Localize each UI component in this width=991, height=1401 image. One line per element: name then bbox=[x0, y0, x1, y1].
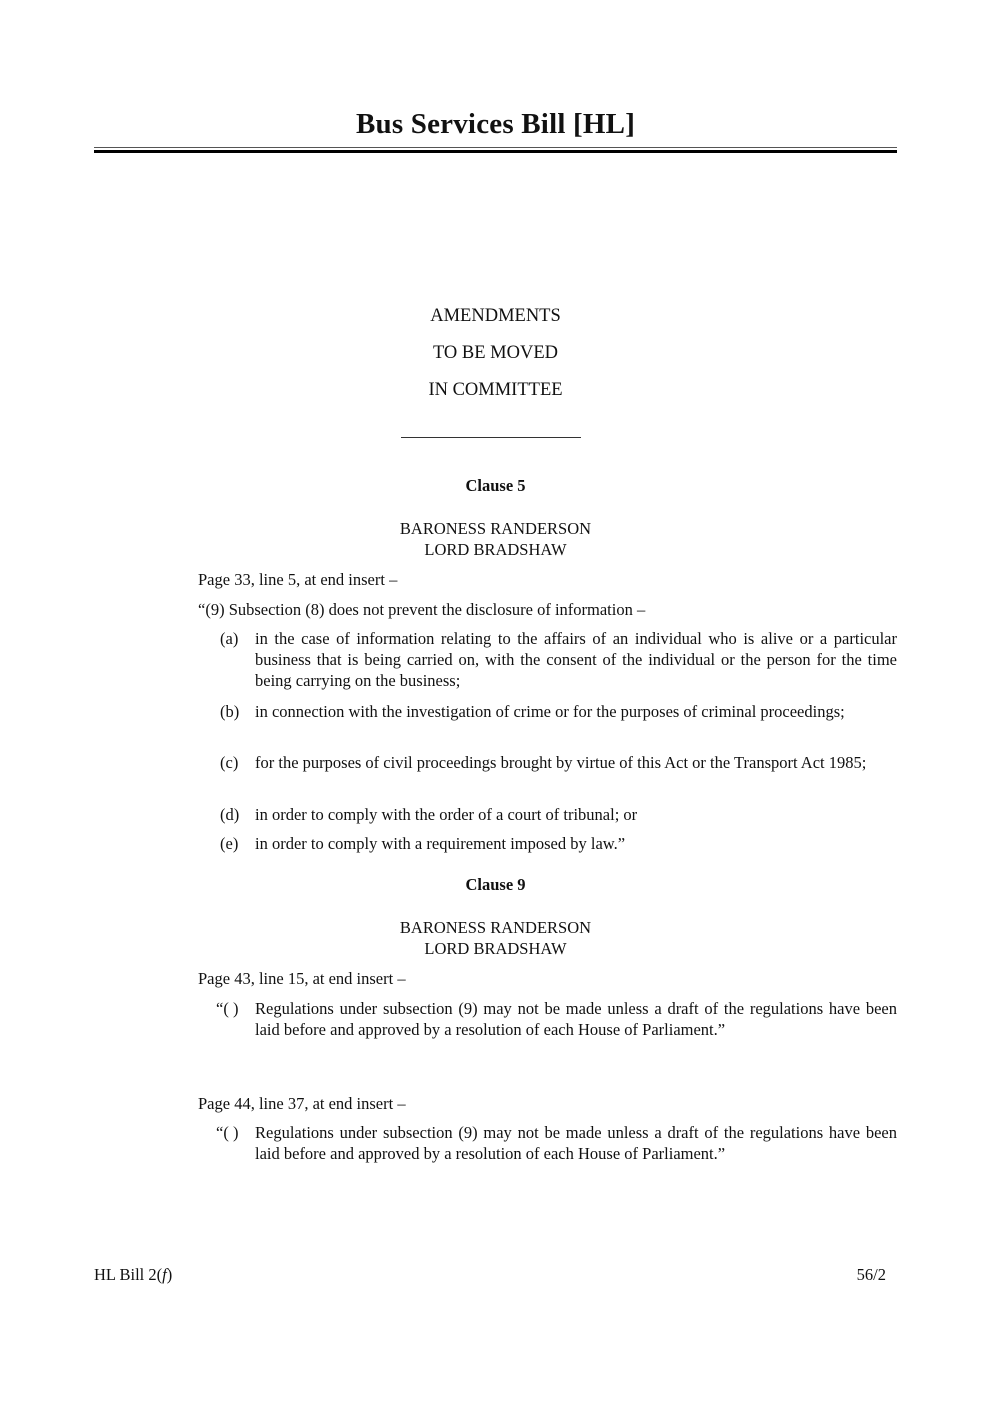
item-text: in order to comply with a requirement imposed by law.” bbox=[255, 834, 626, 853]
amendment-item bbox=[210, 628, 897, 691]
page-code: 56/2 bbox=[856, 1265, 886, 1284]
item-text: in connection with the investigation of crime or for the purposes of criminal proceedings; bbox=[255, 702, 845, 721]
amendment-item bbox=[210, 998, 897, 1040]
amendment-lead: “(9) Subsection (8) does not prevent the disclosure of information – bbox=[198, 600, 646, 619]
heading-line-2: TO BE MOVED bbox=[432, 343, 559, 363]
clause-heading: Clause 9 bbox=[465, 875, 526, 894]
item-text: for the purposes of civil proceedings brought by virtue of this Act or the Transport Act 1985; bbox=[255, 753, 867, 772]
bill-reference bbox=[94, 1265, 172, 1285]
clause-heading: Clause 5 bbox=[465, 476, 526, 495]
amendment-item bbox=[210, 804, 897, 825]
item-label: (e) bbox=[220, 834, 239, 853]
page-reference: Page 33, line 5, at end insert – bbox=[198, 570, 398, 589]
bill-reference-suffix: ) bbox=[166, 1265, 173, 1284]
item-text: Regulations under subsection (9) may not be made unless a draft of the regulations have been laid before and approved by a resolution of each House of Parliament.” bbox=[255, 1123, 897, 1163]
amendment-item bbox=[210, 701, 897, 722]
item-label: (c) bbox=[220, 753, 239, 772]
member-name: BARONESS RANDERSON bbox=[399, 918, 592, 937]
member-name: BARONESS RANDERSON bbox=[399, 519, 592, 538]
item-label: (d) bbox=[220, 805, 240, 824]
member-name: LORD BRADSHAW bbox=[424, 540, 567, 559]
item-text: in order to comply with the order of a court of tribunal; or bbox=[255, 805, 638, 824]
amendment-item bbox=[210, 1122, 897, 1164]
amendment-item bbox=[210, 752, 897, 773]
heading-line-1: AMENDMENTS bbox=[430, 306, 561, 326]
item-text: in the case of information relating to the affairs of an individual who is alive or a particular business that is being carried on, with the consent of the individual or the person for the time being carrying on the business; bbox=[255, 629, 897, 690]
item-label: “( ) bbox=[216, 999, 239, 1018]
bill-reference-letter: f bbox=[162, 1265, 167, 1284]
heading-divider bbox=[401, 437, 581, 438]
item-label: (a) bbox=[220, 629, 239, 648]
member-name: LORD BRADSHAW bbox=[424, 939, 567, 958]
bill-reference-prefix: HL Bill 2( bbox=[94, 1265, 163, 1284]
item-label: “( ) bbox=[216, 1123, 239, 1142]
title-rule-thin bbox=[94, 147, 897, 148]
item-text: Regulations under subsection (9) may not be made unless a draft of the regulations have been laid before and approved by a resolution of each House of Parliament.” bbox=[255, 999, 897, 1039]
page-reference: Page 43, line 15, at end insert – bbox=[198, 969, 406, 988]
heading-line-3: IN COMMITTEE bbox=[428, 380, 563, 400]
bill-title: Bus Services Bill [HL] bbox=[355, 108, 636, 140]
item-label: (b) bbox=[220, 702, 240, 721]
page-reference: Page 44, line 37, at end insert – bbox=[198, 1094, 406, 1113]
title-rule-thick bbox=[94, 150, 897, 153]
amendment-item bbox=[210, 833, 897, 854]
